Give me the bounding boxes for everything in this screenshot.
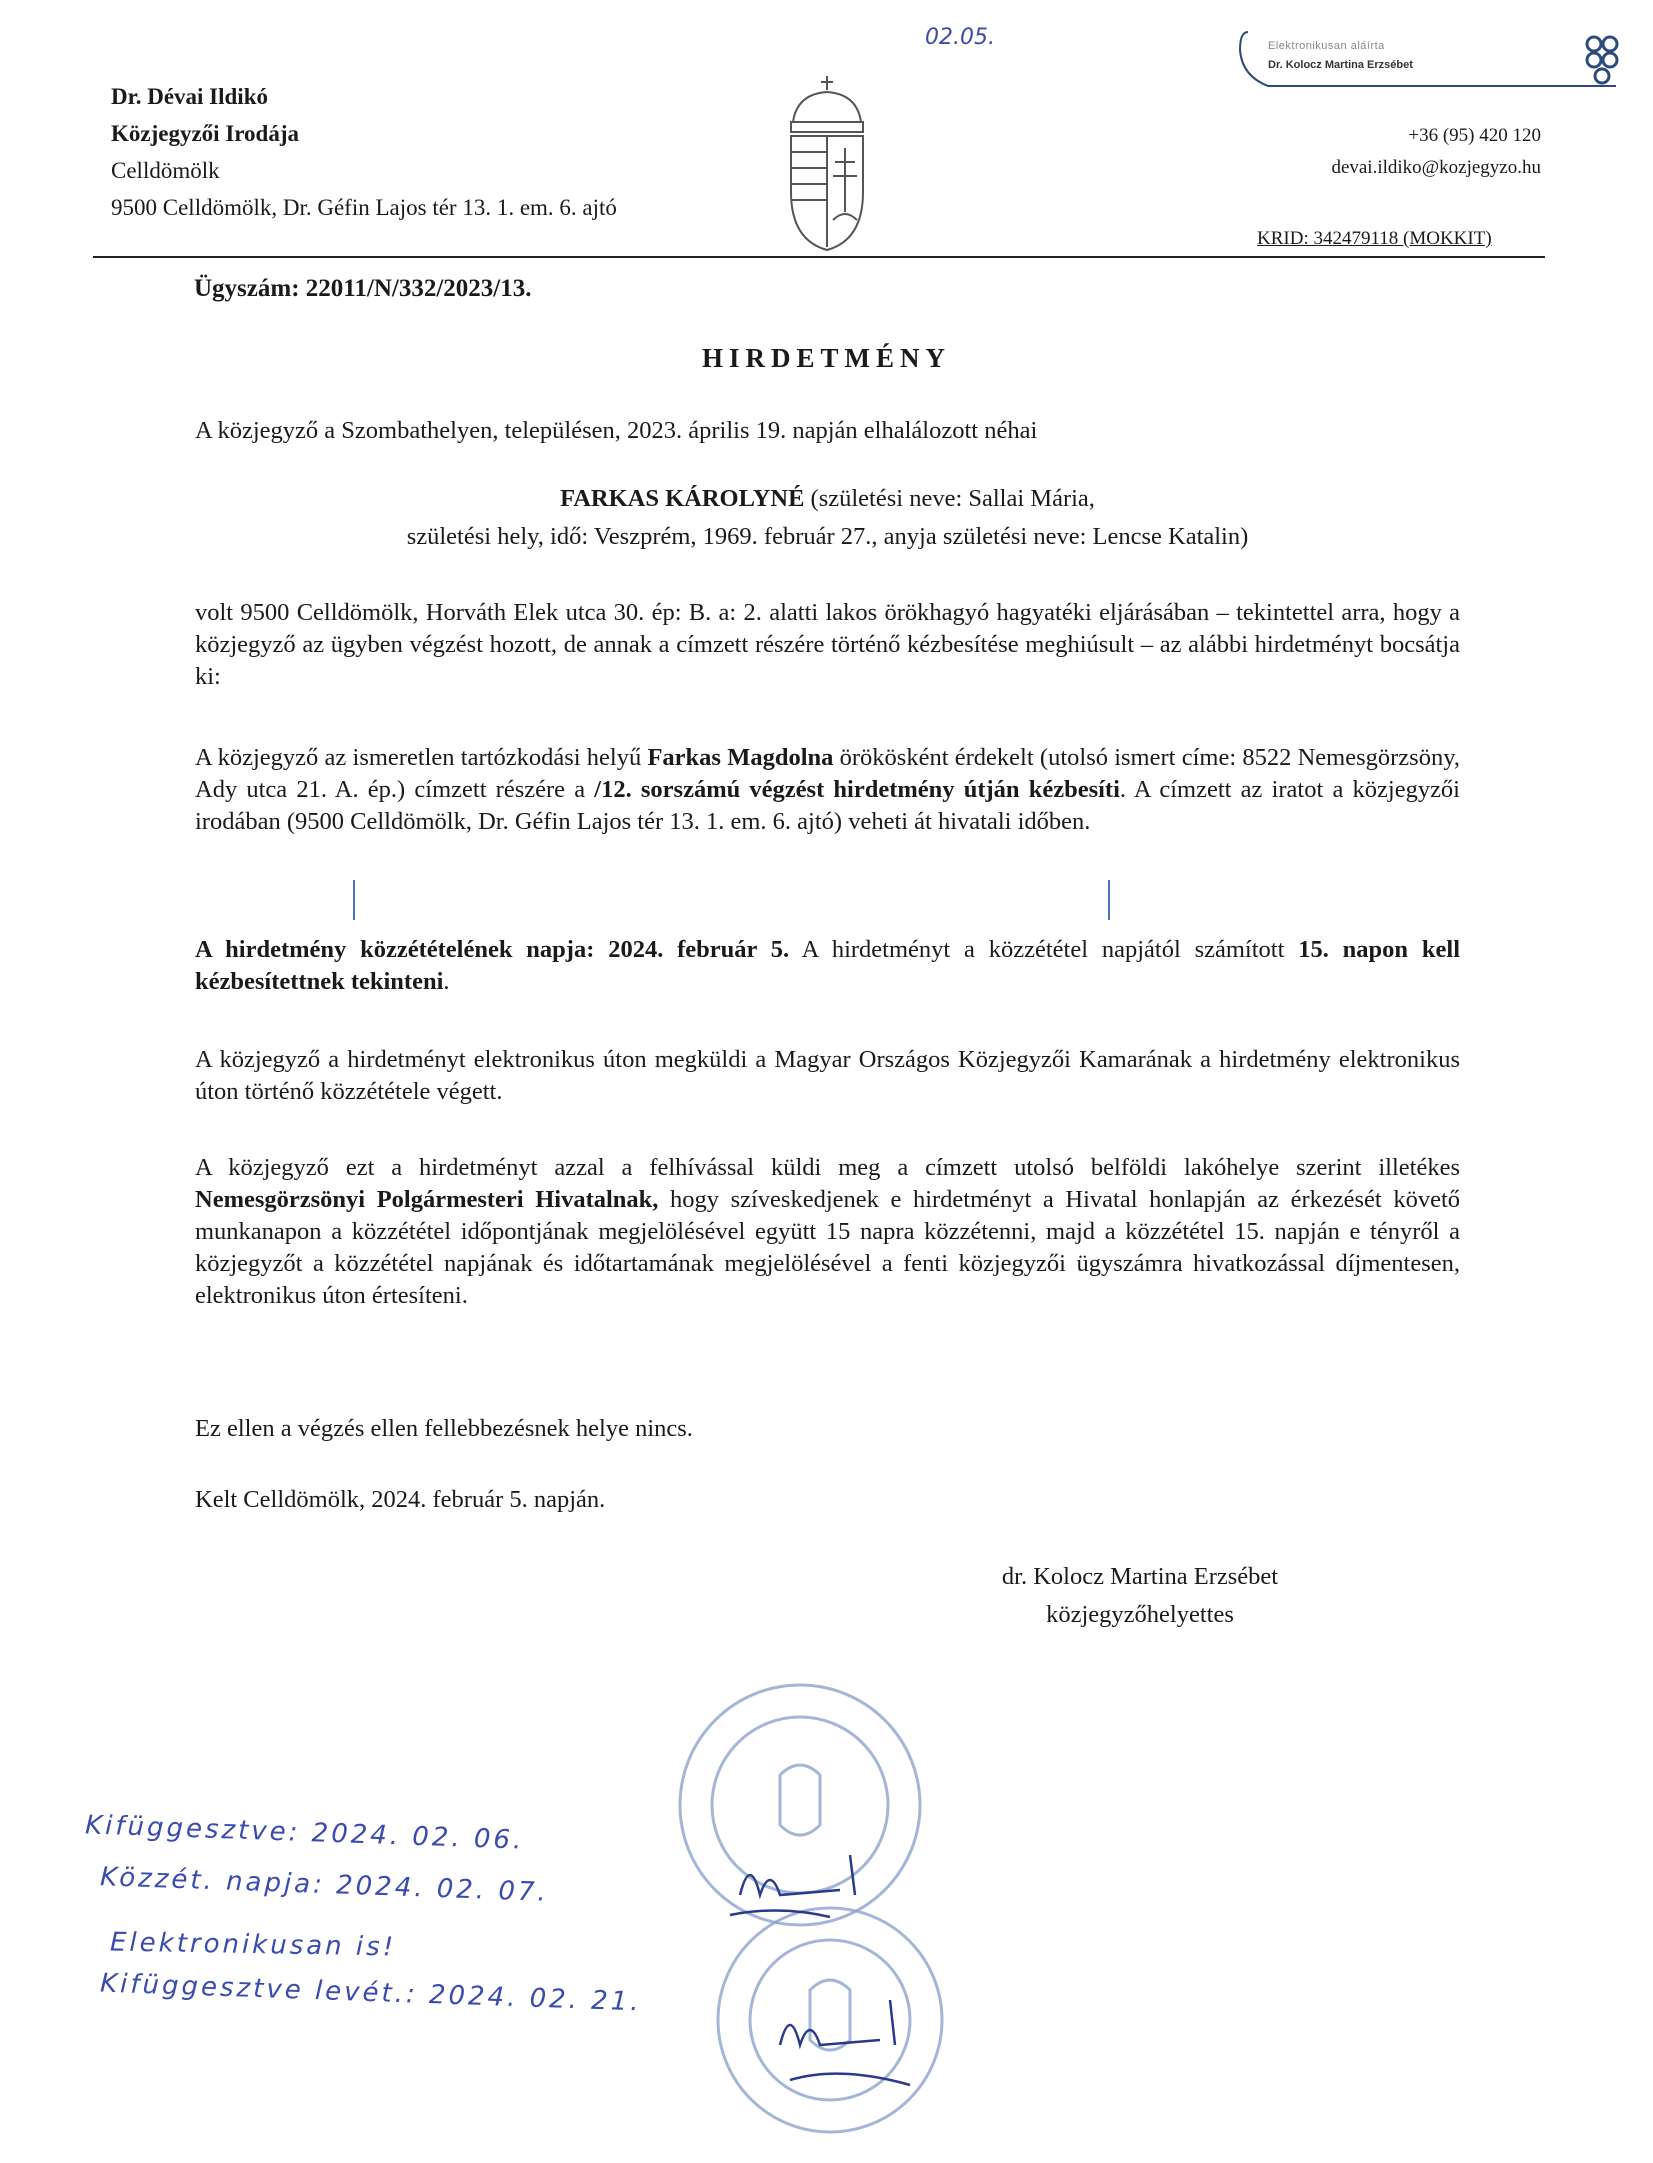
- handwritten-top-note: 02.05.: [925, 25, 995, 50]
- document-title: HIRDETMÉNY: [701, 343, 951, 373]
- deceased-name: FARKAS KÁROLYNÉ: [560, 485, 805, 512]
- header-divider: [93, 256, 1545, 258]
- deceased-block: [195, 480, 1460, 556]
- office-type: Közjegyzői Irodája: [111, 121, 300, 146]
- intro-paragraph: A közjegyző a Szombathelyen, településen, 2023. április 19. napján elhalálozott néhai: [195, 417, 1038, 444]
- handwritten-note-1: Kifüggesztve: 2024. 02. 06.: [84, 1810, 525, 1856]
- ink-mark: [1108, 880, 1110, 920]
- publication-date: A hirdetmény közzétételének napja: 2024. február 5.: [195, 936, 790, 963]
- delivery-statement: /12. sorszámú végzést hirdetmény útján kézbesíti: [594, 776, 1120, 803]
- paragraph-3-text-2: .: [443, 968, 450, 995]
- signer-role: közjegyzőhelyettes: [1046, 1601, 1234, 1628]
- handwritten-note-3: Elektronikusan is!: [109, 1927, 397, 1963]
- office-contact: [1331, 120, 1541, 184]
- deceased-birth-data: születési hely, idő: Veszprém, 1969. február 27., anyja születési neve: Lencse Katalin): [406, 523, 1249, 550]
- paragraph-2: [195, 742, 1460, 838]
- signature-block: [950, 1558, 1330, 1634]
- office-address: 9500 Celldömölk, Dr. Géfin Lajos tér 13. 1. em. 6. ajtó: [111, 195, 617, 220]
- office-email: devai.ildiko@kozjegyzo.hu: [1331, 157, 1541, 178]
- office-phone: +36 (95) 420 120: [1408, 125, 1541, 146]
- coat-of-arms-icon: [777, 72, 877, 254]
- paragraph-3: [195, 934, 1460, 998]
- office-krid: KRID: 342479118 (MOKKIT): [1257, 228, 1492, 249]
- office-city: Celldömölk: [111, 158, 220, 183]
- heir-name: Farkas Magdolna: [647, 744, 834, 771]
- deceased-birth-name: (születési neve: Sallai Mária,: [804, 485, 1095, 512]
- office-header: [111, 78, 617, 226]
- esignature-label: Elektronikusan aláírta: [1268, 40, 1385, 52]
- signer-name: dr. Kolocz Martina Erzsébet: [1001, 1563, 1279, 1590]
- recipient-office: Nemesgörzsönyi Polgármesteri Hivatalnak,: [195, 1186, 659, 1213]
- paragraph-2-text-3: . A címzett az iratot a közjegyzői irodában (9500 Celldömölk, Dr. Géfin Lajos tér 13. 1. em. 6. ajtó) veheti át hivatali időben.: [195, 776, 1460, 835]
- handwritten-note-4: Kifüggesztve levét.: 2024. 02. 21.: [99, 1968, 643, 2018]
- paragraph-2-text-2: örökösként érdekelt (utolsó ismert címe: 8522 Nemesgörzsöny, Ady utca 21. A. ép.) címzett részére a: [195, 744, 1461, 803]
- case-number: Ügyszám: 22011/N/332/2023/13.: [194, 275, 532, 302]
- paragraph-4: A közjegyző a hirdetményt elektronikus úton megküldi a Magyar Országos Közjegyzői Kamarának a hirdetmény elektronikus úton történő közzététele végett.: [195, 1046, 1460, 1105]
- office-name: Dr. Dévai Ildikó: [111, 84, 268, 109]
- paragraph-2-text-1: A közjegyző az ismeretlen tartózkodási helyű: [195, 744, 648, 771]
- esignature-logo-icon: [1582, 30, 1622, 90]
- paragraph-5-text-2: hogy szíveskedjenek e hirdetményt a Hivatal honlapján az érkezését követő munkanapon a közzététel időpontjának megjelölésével együtt 15 napra közzétenni, majd a közzététel 15. napján e tényről a közjegyzőt a közzététel napjának és időtartamának megjelölésével a fenti közjegyzői ügyszámra hivatkozással díjmentesen, elektronikus úton értesíteni.: [195, 1186, 1461, 1309]
- delivery-deadline: 15. napon kell kézbesítettnek tekinteni: [195, 936, 1460, 995]
- signature-scribble-icon: [760, 1985, 950, 2095]
- paragraph-1: volt 9500 Celldömölk, Horváth Elek utca 30. ép: B. a: 2. alatti lakos örökhagyó hagyatéki eljárásában – tekintettel arra, hogy a közjegyző az ügyben végzést hozott, de annak a címzett részére történő kézbesítése meghiúsult – az alábbi hirdetményt bocsátja ki:: [195, 599, 1460, 690]
- paragraph-7: Kelt Celldömölk, 2024. február 5. napján.: [195, 1486, 606, 1513]
- paragraph-3-text-1: A hirdetményt a közzététel napjától számított: [789, 936, 1299, 963]
- paragraph-6: Ez ellen a végzés ellen fellebbezésnek helye nincs.: [195, 1415, 693, 1442]
- ink-mark: [353, 880, 355, 920]
- paragraph-5: [195, 1152, 1460, 1312]
- paragraph-5-text-1: A közjegyző ezt a hirdetményt azzal a felhívással küldi meg a címzett utolsó belföldi lakóhelye szerint illetékes: [195, 1154, 1460, 1181]
- signature-scribble-icon: [720, 1845, 910, 1925]
- handwritten-note-2: Közzét. napja: 2024. 02. 07.: [99, 1862, 550, 1908]
- esignature-signer: Dr. Kolocz Martina Erzsébet: [1268, 59, 1413, 71]
